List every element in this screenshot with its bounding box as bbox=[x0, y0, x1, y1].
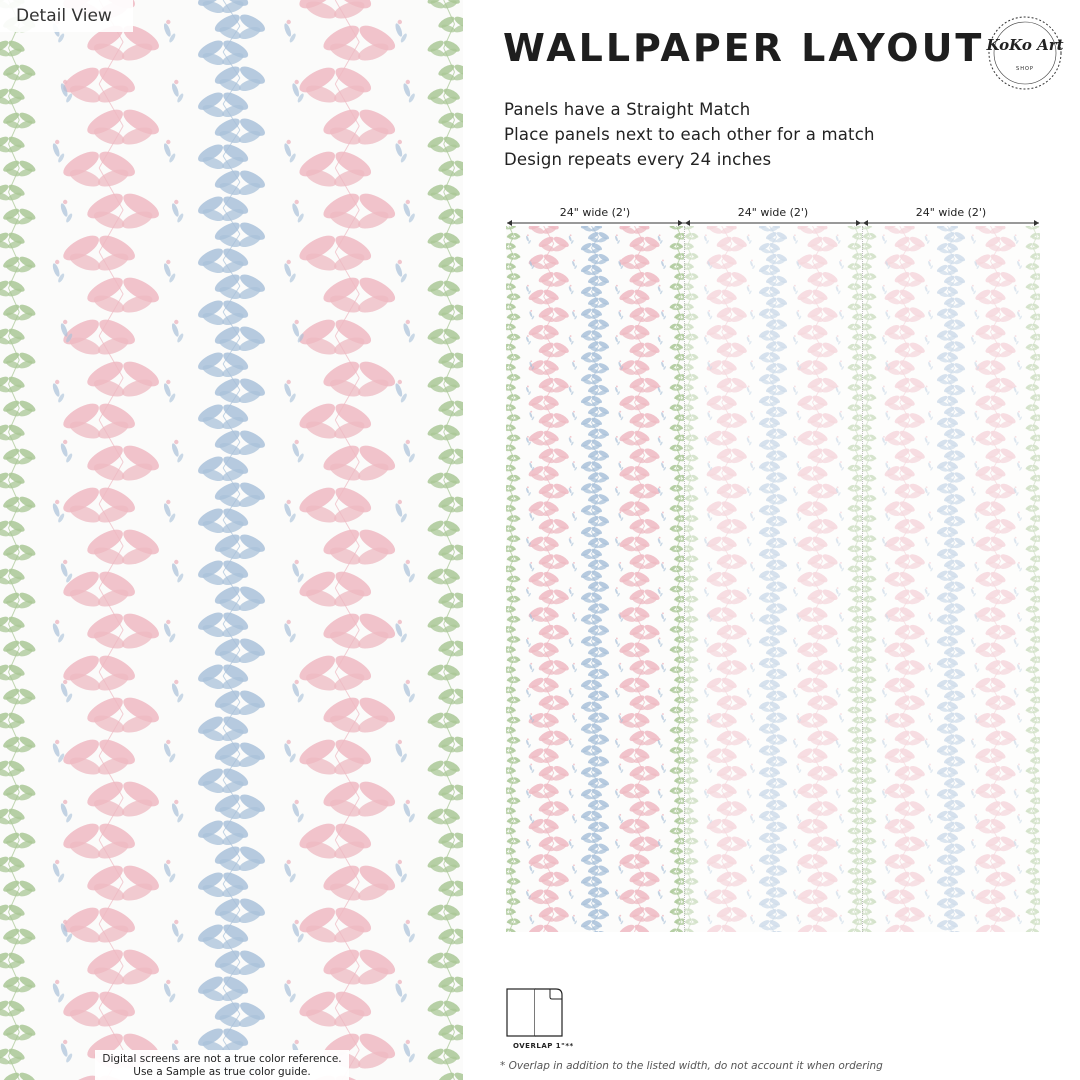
wallpaper-panel-3 bbox=[862, 226, 1040, 932]
page-title: WALLPAPER LAYOUT bbox=[503, 26, 985, 70]
color-disclaimer-line2: Use a Sample as true color guide. bbox=[133, 1066, 311, 1078]
overlap-note: * Overlap in addition to the listed width, do not account it when ordering bbox=[500, 1060, 883, 1072]
overlap-icon bbox=[506, 988, 564, 1038]
panel-3-pattern bbox=[862, 226, 1040, 932]
panel-2-width-label: 24" wide (2') bbox=[737, 206, 809, 219]
overlap-label: OVERLAP 1"** bbox=[513, 1042, 574, 1050]
logo-subtext: SHOP bbox=[1016, 66, 1034, 72]
panel-2-pattern bbox=[684, 226, 862, 932]
info-line-match: Panels have a Straight Match bbox=[504, 100, 751, 119]
panel-layout bbox=[506, 206, 1040, 932]
color-disclaimer-line1: Digital screens are not a true color reference. bbox=[102, 1053, 342, 1065]
info-line-placement: Place panels next to each other for a match bbox=[504, 125, 875, 144]
panel-3-width-label: 24" wide (2') bbox=[915, 206, 987, 219]
color-disclaimer bbox=[95, 1050, 349, 1080]
logo-text: KoKo Art bbox=[986, 36, 1064, 54]
wallpaper-pattern-detail bbox=[0, 0, 463, 1080]
panel-1-pattern bbox=[506, 226, 684, 932]
detail-view bbox=[0, 0, 463, 1080]
panel-seam bbox=[684, 226, 685, 932]
detail-view-label: Detail View bbox=[0, 0, 133, 32]
info-line-repeat: Design repeats every 24 inches bbox=[504, 150, 772, 169]
koko-art-logo bbox=[986, 14, 1064, 92]
layout-info bbox=[504, 97, 875, 172]
panel-1-width-label: 24" wide (2') bbox=[559, 206, 631, 219]
panel-seam bbox=[862, 226, 863, 932]
wallpaper-panel-1 bbox=[506, 226, 684, 932]
wallpaper-panel-2 bbox=[684, 226, 862, 932]
